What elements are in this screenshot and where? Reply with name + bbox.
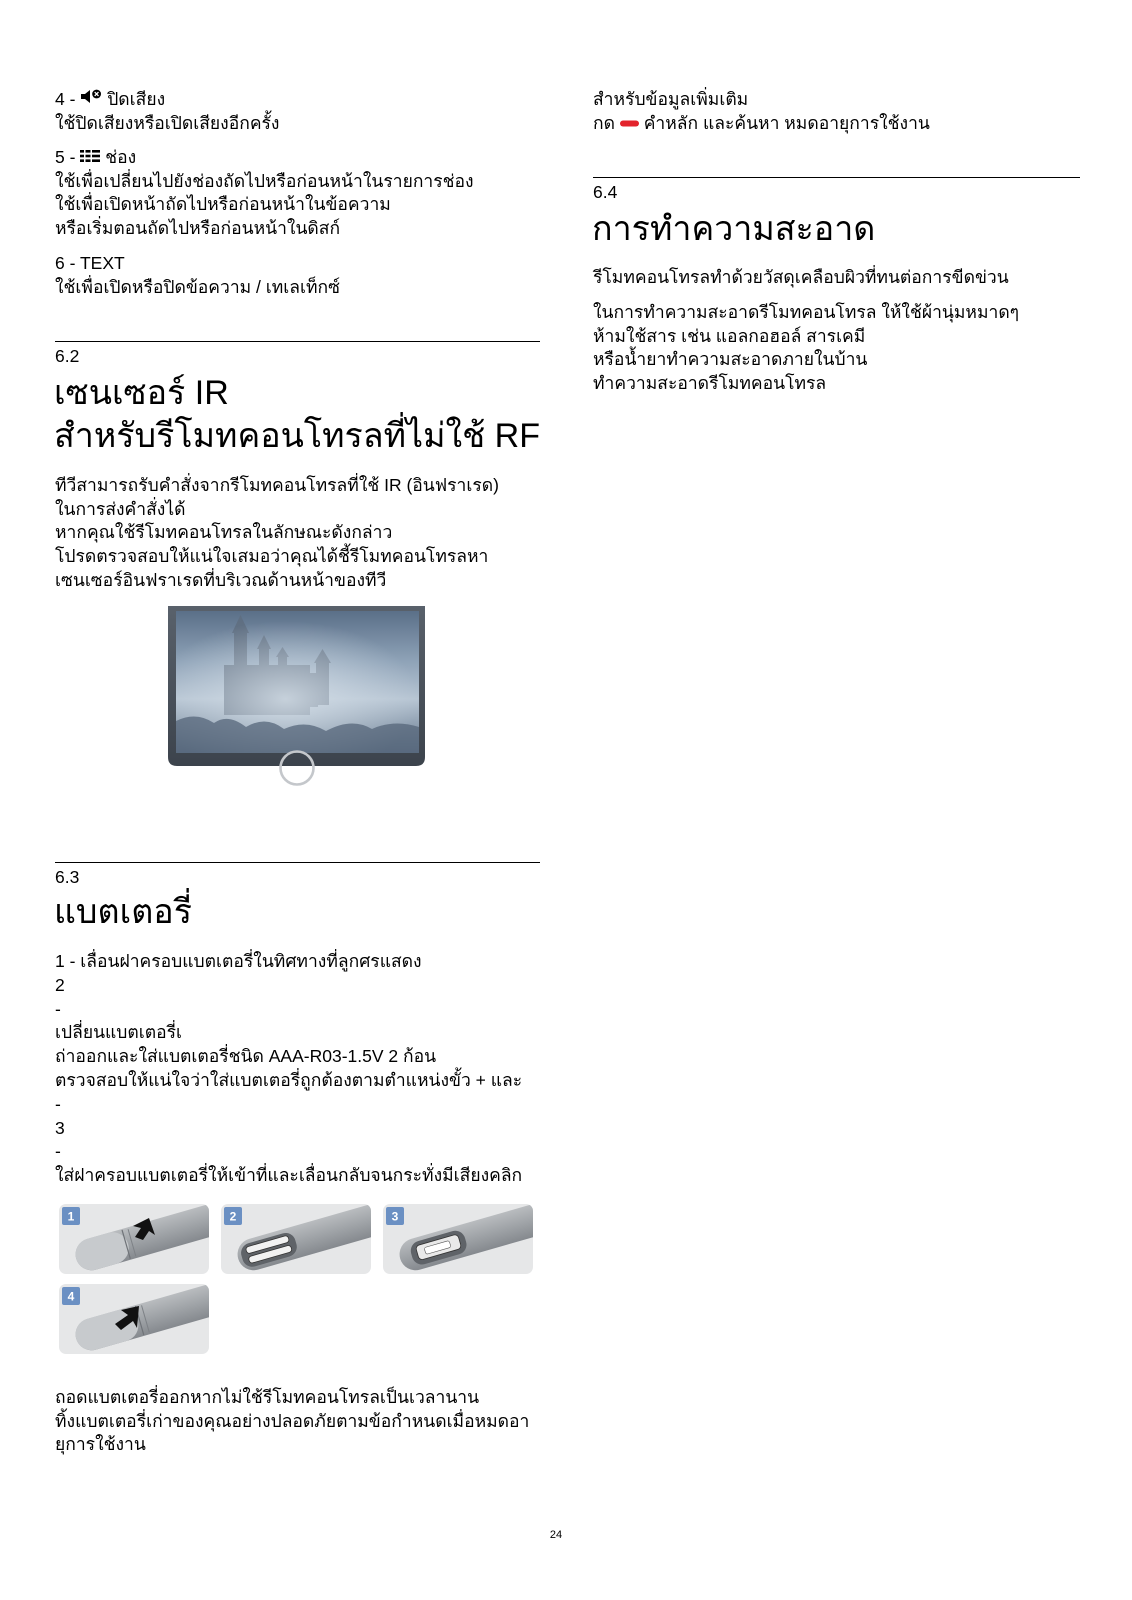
ir-sensor-paragraph — [55, 474, 499, 592]
step-line: 3 — [55, 1117, 65, 1138]
key-title: ช่อง — [105, 147, 137, 167]
step-line: ตรวจสอบให้แน่ใจว่าใส่แบตเตอรี่ถูกต้องตามตำแหน่งขั้ว + และ — [55, 1069, 523, 1090]
step-line: - — [55, 1093, 61, 1114]
battery-step-3-figure — [383, 1204, 533, 1274]
section-title: การทำความสะอาด — [592, 210, 876, 248]
body-line: ห้ามใช้สาร เช่น แอลกอฮอล์ สารเคมี — [593, 325, 866, 346]
body-line: สำหรับข้อมูลเพิ่มเติม — [593, 89, 749, 109]
battery-notes — [55, 1386, 529, 1457]
figure-badge: 1 — [67, 1209, 75, 1224]
key-text-entry — [55, 252, 340, 299]
step-line: 2 — [55, 974, 65, 995]
key-description-line: ใช้เพื่อเปิดหรือปิดข้อความ / เทเลเท็กซ์ — [55, 276, 340, 297]
battery-step-4-figure — [59, 1284, 209, 1354]
more-info-instruction — [593, 112, 930, 136]
body-line: ถอดแบตเตอรี่ออกหากไม่ใช้รีโมทคอนโทรลเป็นเวลานาน — [55, 1387, 480, 1407]
section-number: 6.3 — [55, 867, 80, 887]
battery-step-2-figure — [221, 1204, 371, 1274]
red-key-icon — [620, 110, 639, 134]
key-title: ปิดเสียง — [107, 89, 166, 109]
cleaning-paragraph-1 — [593, 266, 1009, 290]
body-line: ยุการใช้งาน — [55, 1434, 146, 1455]
channel-list-icon — [80, 145, 100, 169]
key-description-line: หรือเริ่มตอนถัดไปหรือก่อนหน้าในดิสก์ — [55, 218, 341, 239]
cleaning-paragraph-2 — [593, 301, 1019, 396]
step-line: 1 - เลื่อนฝาครอบแบตเตอรี่ในทิศทางที่ลูกศรแสดง — [55, 951, 422, 971]
key-text-heading — [55, 252, 340, 276]
key-mute-heading — [55, 88, 279, 112]
key-mute-entry — [55, 88, 279, 135]
section-title-line: สำหรับรีโมทคอนโทรลที่ไม่ใช้ RF — [54, 417, 540, 455]
step-line: - — [55, 1141, 61, 1162]
battery-step-1-figure — [59, 1204, 209, 1274]
body-line: หรือน้ำยาทำความสะอาดภายในบ้าน — [593, 349, 868, 370]
mute-icon — [80, 87, 102, 111]
key-number: 6 - — [55, 253, 76, 273]
more-info-text: คำหลัก และค้นหา หมดอายุการใช้งาน — [643, 112, 930, 133]
section-title: แบตเตอรี่ — [54, 893, 192, 931]
body-line: รีโมทคอนโทรลทำด้วยวัสดุเคลือบผิวที่ทนต่อการขีดข่วน — [593, 267, 1009, 287]
press-label: กด — [593, 112, 615, 133]
step-line: - — [55, 998, 61, 1019]
figure-badge: 4 — [67, 1289, 75, 1304]
body-line: เซนเซอร์อินฟราเรดที่บริเวณด้านหน้าของทีวี — [55, 569, 387, 590]
section-title-line: เซนเซอร์ IR — [54, 374, 229, 412]
step-line: ถ่าออกและใส่แบตเตอรี่ชนิด AAA-R03-1.5V 2 ก้อน — [55, 1046, 437, 1067]
more-info-paragraph — [593, 88, 930, 135]
key-description-line: ใช้เพื่อเปิดหน้าถัดไปหรือก่อนหน้าในข้อความ — [55, 194, 391, 215]
step-line: ใส่ฝาครอบแบตเตอรี่ให้เข้าที่และเลื่อนกลับจนกระทั่งมีเสียงคลิก — [55, 1165, 523, 1186]
section-number: 6.4 — [593, 182, 618, 202]
tv-ir-sensor-illustration — [166, 603, 428, 789]
key-description-line: ใช้ปิดเสียงหรือเปิดเสียงอีกครั้ง — [55, 112, 280, 133]
body-line: ในการส่งคำสั่งได้ — [55, 498, 186, 519]
section-divider — [55, 862, 540, 863]
page-number: 24 — [549, 1529, 563, 1541]
battery-steps — [55, 950, 522, 1188]
section-divider — [593, 177, 1080, 178]
key-description-line: ใช้เพื่อเปลี่ยนไปยังช่องถัดไปหรือก่อนหน้าในรายการช่อง — [55, 170, 474, 191]
body-line: หากคุณใช้รีโมทคอนโทรลในลักษณะดังกล่าว — [55, 522, 393, 543]
body-line: โปรดตรวจสอบให้แน่ใจเสมอว่าคุณได้ชี้รีโมทคอนโทรลหา — [55, 546, 489, 567]
key-channel-heading — [55, 146, 474, 170]
body-line: ทีวีสามารถรับคำสั่งจากรีโมทคอนโทรลที่ใช้ IR (อินฟราเรด) — [55, 475, 499, 495]
section-title — [54, 372, 540, 458]
step-line: เปลี่ยนแบตเตอรี่เ — [55, 1022, 183, 1043]
key-title: TEXT — [79, 253, 125, 273]
section-number: 6.2 — [55, 346, 80, 366]
key-channel-entry — [55, 146, 474, 241]
body-line: ทิ้งแบตเตอรี่เก่าของคุณอย่างปลอดภัยตามข้อกำหนดเมื่อหมดอา — [55, 1410, 530, 1431]
figure-badge: 2 — [229, 1209, 237, 1224]
key-number: 4 - — [55, 89, 76, 109]
body-line: ทำความสะอาดรีโมทคอนโทรล — [593, 373, 827, 394]
section-divider — [55, 341, 540, 342]
key-number: 5 - — [55, 147, 76, 167]
figure-badge: 3 — [391, 1209, 399, 1224]
body-line: ในการทำความสะอาดรีโมทคอนโทรล ให้ใช้ผ้านุ่มหมาดๆ — [593, 302, 1020, 322]
